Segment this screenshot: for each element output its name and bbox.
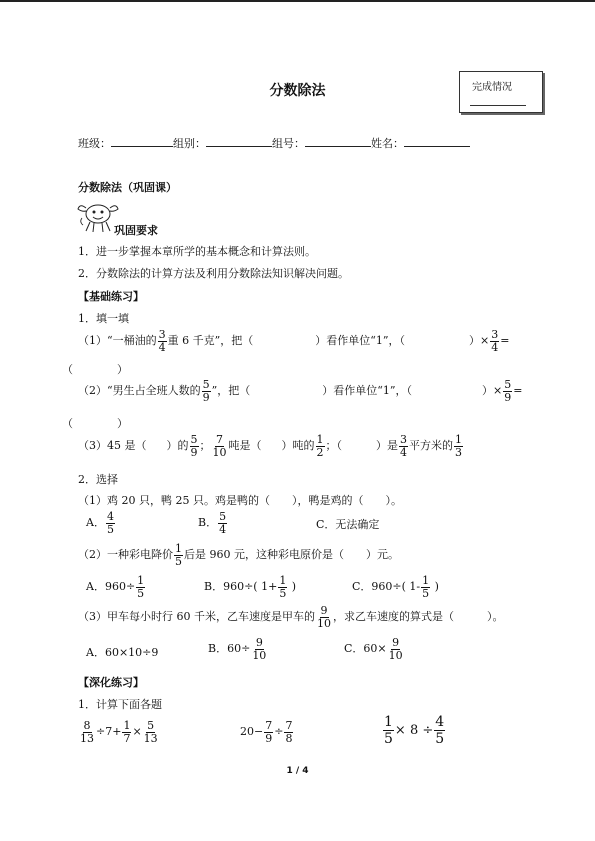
fraction: $\frac{5}{9}$	[202, 377, 210, 404]
name-field[interactable]	[404, 136, 470, 147]
choice-1-option-a[interactable]	[86, 508, 116, 538]
choice-3-stem	[78, 604, 504, 630]
operator: ÷7+	[96, 725, 122, 738]
fraction: $\frac{5}{9}$	[190, 432, 198, 459]
fraction: $\frac{5}{13}$	[143, 718, 158, 745]
question-text: ”，把（	[211, 384, 251, 397]
section-heading: 分数除法（巩固课）	[78, 181, 177, 194]
fraction: $\frac{1}{5}$	[175, 541, 182, 568]
question-text: 吨是（	[228, 439, 262, 452]
option-label: B．	[204, 580, 224, 593]
fraction: $\frac{4}{5}$	[435, 714, 445, 747]
answer-continuation[interactable]: （ ）	[62, 363, 128, 376]
operator: ÷	[274, 725, 284, 738]
group-field[interactable]	[206, 136, 272, 147]
requirements-heading: 巩固要求	[114, 224, 158, 237]
question-text: （1）“一桶油的	[78, 334, 157, 347]
fraction: $\frac{3}{4}$	[158, 327, 166, 354]
top-rule	[0, 0, 595, 2]
fraction: $\frac{1}{2}$	[316, 432, 324, 459]
choice-1-option-b[interactable]	[198, 508, 228, 538]
operator: × 8 ÷	[394, 723, 434, 738]
fraction: $\frac{1}{7}$	[123, 718, 131, 745]
question-text: ）的	[166, 439, 189, 452]
fill-in-heading: 1．填一填	[78, 312, 129, 325]
fraction: $\frac{1}{5}$	[279, 573, 287, 600]
fraction: $\frac{1}{5}$	[137, 573, 145, 600]
choice-1-stem: （1）鸡 20 只，鸭 25 只。鸡是鸭的（ ），鸭是鸡的（ ）。	[78, 494, 402, 507]
requirement-item: 2．分数除法的计算方法及利用分数除法知识解决问题。	[78, 267, 349, 280]
question-text: ）×	[469, 334, 490, 347]
fraction: $\frac{1}{5}$	[422, 573, 430, 600]
question-text: （3）45 是（	[78, 439, 147, 452]
question-text: ，求乙车速度的算式是（ ）。	[333, 610, 504, 623]
operator: 20−	[240, 725, 264, 738]
option-label: A．	[86, 580, 105, 593]
option-expression: )	[288, 580, 297, 593]
equals-sign: =	[500, 334, 510, 347]
fraction: $\frac{1}{5}$	[384, 714, 393, 747]
fraction: $\frac{4}{5}$	[106, 509, 114, 536]
fraction: $\frac{7}{9}$	[265, 718, 273, 745]
completion-status-label: 完成情况	[472, 82, 512, 93]
equals-sign: =	[513, 384, 523, 397]
name-label: 姓名：	[371, 137, 404, 150]
option-expression: 960÷( 1-	[371, 580, 421, 593]
calculation-heading: 1．计算下面各题	[78, 698, 162, 711]
expression-3	[382, 714, 446, 748]
page-number: 1 / 4	[286, 766, 309, 776]
fraction: $\frac{5}{9}$	[504, 377, 512, 404]
advanced-practice-heading: 【深化练习】	[78, 676, 144, 689]
option-label: B．60÷	[208, 642, 251, 655]
question-text: （3）甲车每小时行 60 千米，乙车速度是甲车的	[78, 610, 315, 623]
choice-3-option-a[interactable]: A．60×10÷9	[86, 646, 159, 659]
expression-1	[78, 716, 160, 748]
question-text: 后是 960 元，这种彩电原价是（ ）元。	[184, 548, 399, 561]
question-text: ）看作单位“1”，（	[315, 334, 405, 347]
question-text: （2）“男生占全班人数的	[78, 384, 201, 397]
fraction: $\frac{7}{10}$	[212, 432, 227, 459]
option-label: C．	[352, 580, 372, 593]
question-text: ）看作单位“1”，（	[322, 384, 412, 397]
choice-2-option-b[interactable]	[204, 574, 296, 600]
fraction: $\frac{9}{10}$	[252, 635, 267, 662]
page-title: 分数除法	[269, 83, 326, 99]
question-text: ）是	[376, 439, 398, 452]
fraction: $\frac{9}{10}$	[388, 635, 403, 662]
option-expression: 960÷( 1+	[223, 580, 278, 593]
question-1-3	[78, 433, 464, 459]
choice-3-option-b[interactable]	[208, 636, 268, 662]
question-text: ；	[199, 439, 211, 452]
answer-continuation[interactable]: （ ）	[62, 417, 128, 430]
student-info-row	[78, 135, 470, 151]
question-text: ）×	[482, 384, 503, 397]
question-1-2	[78, 378, 522, 404]
expression-2	[240, 716, 294, 748]
question-text: 平方米的	[409, 439, 453, 452]
completion-status-box	[459, 71, 543, 113]
option-label: C．60×	[344, 642, 387, 655]
choice-2-option-a[interactable]	[86, 574, 146, 600]
fraction: $\frac{5}{4}$	[219, 509, 227, 536]
question-1-1	[78, 328, 509, 354]
operator: ×	[132, 725, 142, 738]
group-label: 组别：	[173, 137, 206, 150]
fraction: $\frac{3}{4}$	[491, 327, 499, 354]
fraction: $\frac{9}{10}$	[317, 603, 331, 630]
fraction: $\frac{3}{4}$	[400, 432, 407, 459]
fraction: $\frac{8}{13}$	[80, 718, 94, 745]
question-text: （2）一种彩电降价	[78, 548, 173, 561]
choice-2-option-c[interactable]	[352, 574, 439, 600]
class-field[interactable]	[111, 136, 173, 147]
option-expression: 960÷	[104, 580, 136, 593]
requirement-item: 1．进一步掌握本章所学的基本概念和计算法则。	[78, 245, 316, 258]
class-label: 班级：	[78, 137, 111, 150]
fraction: $\frac{7}{8}$	[285, 718, 293, 745]
option-label: A．	[86, 516, 105, 529]
option-expression: )	[431, 580, 439, 593]
group-no-label: 组号：	[272, 137, 305, 150]
completion-status-line	[470, 105, 526, 106]
question-text: ；（	[325, 439, 342, 452]
basic-practice-heading: 【基础练习】	[78, 290, 144, 303]
choice-1-option-c[interactable]: C．无法确定	[316, 518, 380, 531]
group-no-field[interactable]	[305, 136, 371, 147]
choice-3-option-c[interactable]	[344, 636, 405, 662]
question-text: ）吨的	[281, 439, 315, 452]
question-text: 重 6 千克”，把（	[167, 334, 254, 347]
choice-heading: 2．选择	[78, 473, 118, 486]
choice-2-stem	[78, 542, 399, 568]
fraction: $\frac{1}{3}$	[455, 432, 462, 459]
option-label: B．	[198, 516, 218, 529]
